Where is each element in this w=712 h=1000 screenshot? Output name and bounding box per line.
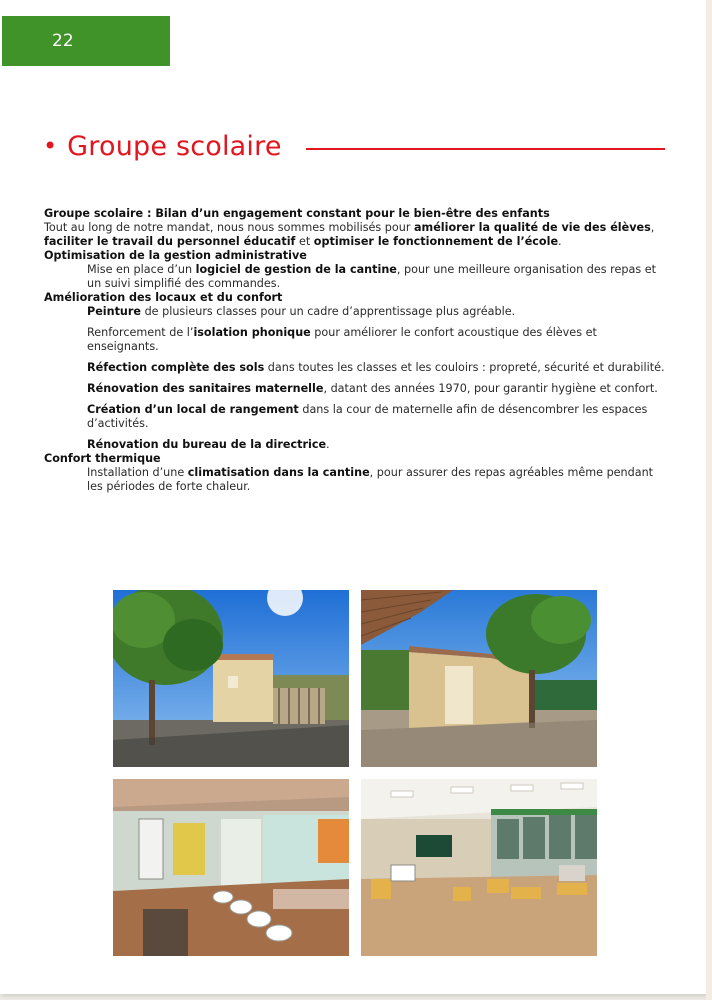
photo-kindergarten-sanitary [113,779,349,956]
page-number: 22 [52,31,74,51]
intro-bold-2: faciliter le travail du personnel éducatif [44,235,296,248]
section-title-text: Groupe scolaire [67,130,282,162]
section-heading-admin: Optimisation de la gestion administrative [44,249,307,262]
section-heading-locaux: Amélioration des locaux et du confort [44,291,283,304]
photo-building-pergola-tree [361,590,597,767]
photo-storage-building-courtyard [113,590,349,767]
list-item: Création d’un local de rangement dans la cour de maternelle afin de désencombrer les espaces d’activités. [87,403,648,430]
main-heading: Groupe scolaire : Bilan d’un engagement constant pour le bien-être des enfants [44,207,550,220]
list-item: Rénovation des sanitaires maternelle, datant des années 1970, pour garantir hygiène et confort. [87,382,658,395]
section-heading-thermique: Confort thermique [44,452,161,465]
intro-bold-3: optimiser le fonctionnement de l’école [313,235,559,248]
list-item: Mise en place d’un logiciel de gestion de la cantine, pour une meilleure organisation des repas et un suivi simplifié des commandes. [87,263,656,290]
intro-text-1: Tout au long de notre mandat, nous nous sommes mobilisés pour [44,221,414,234]
list-item: Installation d’une climatisation dans la cantine, pour assurer des repas agréables même pendant les périodes de forte chaleur. [87,466,654,493]
body-content [44,207,668,494]
intro-paragraph [44,221,668,249]
list-item: Renforcement de l’isolation phonique pour améliorer le confort acoustique des élèves et enseignants. [87,326,597,353]
intro-text-2: , [650,221,655,234]
intro-text-4: . [558,235,562,248]
intro-text-3: et [295,235,314,248]
title-bullet: • [43,132,58,160]
list-item: Peinture de plusieurs classes pour un cadre d’apprentissage plus agréable. [87,305,516,318]
section-title [43,126,282,166]
page-number-tab [2,16,170,66]
photo-renovated-classroom [361,779,597,956]
page-edge [706,0,712,1000]
list-item: Rénovation du bureau de la directrice. [87,438,330,451]
title-rule [306,148,665,150]
list-item: Réfection complète des sols dans toutes les classes et les couloirs : propreté, sécurité et durabilité. [87,361,665,374]
intro-bold-1: améliorer la qualité de vie des élèves [413,221,651,234]
